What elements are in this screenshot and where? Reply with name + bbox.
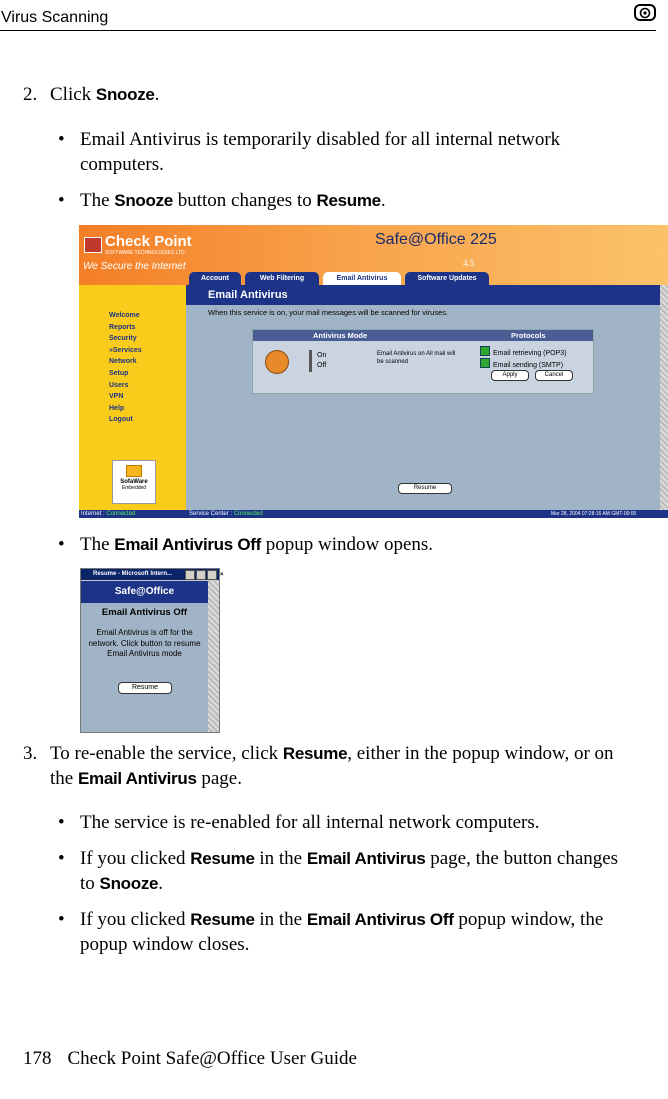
nav-network[interactable]: Network	[109, 358, 137, 366]
page-number: 178	[23, 1048, 52, 1069]
resume-label: Resume	[282, 744, 348, 763]
popup-name: Email Antivirus Off	[306, 910, 454, 929]
logo-subtext: SOFTWARE TECHNOLOGIES LTD.	[105, 250, 187, 256]
nav-setup[interactable]: Setup	[109, 369, 129, 377]
nav-help[interactable]: Help	[109, 404, 125, 412]
bullet-icon: •	[58, 909, 65, 930]
step-text: , either in the popup window, or on the	[50, 743, 614, 789]
tab-account[interactable]: Account	[189, 272, 241, 285]
bullet-text: The	[80, 534, 115, 555]
resume-label: Resume	[316, 191, 381, 210]
mode-message: Email Antivirus on All mail will be scanned	[377, 351, 456, 365]
page-description: When this service is on, your mail messages will be scanned for viruses.	[208, 308, 449, 317]
bullet-text: popup window opens.	[261, 534, 434, 555]
bullet-text: If you clicked	[80, 909, 191, 930]
status-date: Mar 28, 2004 07:28:16 AM GMT-00:00	[551, 511, 637, 517]
service-status	[189, 510, 263, 518]
checkbox-icon[interactable]	[480, 346, 490, 356]
product-name: Safe@Office 225	[375, 231, 497, 248]
popup-scrollbar[interactable]	[208, 581, 219, 732]
close-icon[interactable]: ×	[207, 570, 217, 580]
nav-vpn[interactable]: VPN	[109, 393, 124, 401]
sofaware-icon	[126, 465, 142, 477]
antivirus-icon	[265, 350, 289, 374]
version: 4.5	[463, 258, 475, 268]
nav-services[interactable]: »Services	[109, 346, 142, 354]
step-text: page.	[196, 768, 242, 789]
page-name: Email Antivirus	[306, 849, 426, 868]
minimize-icon[interactable]	[185, 570, 195, 580]
bullet-text: in the	[254, 909, 307, 930]
app-banner	[79, 225, 668, 285]
nav-users[interactable]: Users	[109, 381, 129, 389]
smtp-label: Email sending (SMTP)	[493, 362, 564, 369]
bullet-text: button changes to	[172, 190, 317, 211]
pop3-label: Email retrieving (POP3)	[493, 350, 567, 357]
mode-slider[interactable]	[309, 350, 312, 372]
smtp-checkbox[interactable]	[480, 358, 563, 369]
service-label: Service Center :	[189, 511, 234, 517]
tab-web-filtering[interactable]: Web Filtering	[245, 272, 319, 285]
page-header	[0, 0, 656, 31]
step-text: Click	[50, 84, 96, 105]
bullet-text: The	[80, 190, 115, 211]
snooze-label: Snooze	[95, 85, 155, 104]
bullet-icon: •	[58, 812, 65, 833]
window-controls	[172, 570, 224, 579]
page-footer	[23, 1048, 373, 1070]
bullet-text: The service is re-enabled for all internal network computers.	[80, 812, 540, 833]
status-bar	[79, 510, 668, 518]
bullet-icon: •	[58, 848, 65, 869]
popup-name: Email Antivirus Off	[114, 535, 261, 554]
bullet-text: page, the button changes to	[80, 848, 619, 894]
sidebar	[79, 285, 186, 510]
popup-resume-button[interactable]: Resume	[118, 682, 172, 694]
popup-titlebar	[81, 569, 224, 580]
step-number: 3.	[23, 743, 38, 764]
popup-body	[81, 603, 208, 732]
header-title: Virus Scanning	[1, 9, 109, 26]
step-number: 2.	[23, 84, 38, 105]
main-content	[186, 285, 660, 510]
bullet-icon: •	[58, 129, 65, 150]
punct: .	[154, 84, 160, 105]
pop3-checkbox[interactable]	[480, 346, 567, 357]
bullet-text: Email Antivirus is temporarily disabled for all internal network computers.	[80, 129, 561, 175]
sofaware-text: SofaWare	[120, 479, 148, 485]
footer-title: Check Point Safe@Office User Guide	[67, 1048, 357, 1069]
bullet-text: in the	[254, 848, 307, 869]
antivirus-panel	[252, 329, 594, 394]
mode-heading: Antivirus Mode	[313, 331, 368, 340]
maximize-icon[interactable]	[196, 570, 206, 580]
virus-scan-icon	[634, 4, 656, 21]
check-point-logo-icon	[84, 237, 102, 253]
scrollbar[interactable]	[660, 285, 668, 510]
checkbox-icon[interactable]	[480, 358, 490, 368]
cancel-button[interactable]: Cancel	[535, 370, 573, 381]
resume-label: Resume	[190, 910, 255, 929]
page-name: Email Antivirus	[77, 769, 197, 788]
snooze-label: Snooze	[114, 191, 173, 210]
bullet-icon: •	[58, 190, 65, 211]
step-text: To re-enable the service, click	[50, 743, 283, 764]
tagline: We Secure the Internet	[83, 261, 186, 272]
resume-button[interactable]: Resume	[398, 483, 452, 494]
email-antivirus-screenshot	[79, 225, 668, 518]
nav-security[interactable]: Security	[109, 335, 137, 343]
tab-software-updates[interactable]: Software Updates	[405, 272, 489, 285]
internet-label: Internet :	[81, 511, 107, 517]
logo-text: Check Point	[105, 233, 192, 250]
tab-email-antivirus[interactable]: Email Antivirus	[323, 272, 401, 285]
sofaware-subtext: Embedded	[121, 485, 147, 491]
punct: .	[380, 190, 386, 211]
sidebar-nav	[109, 310, 142, 426]
internet-value: Connected	[106, 511, 136, 517]
mode-off[interactable]: Off	[317, 362, 327, 369]
nav-logout[interactable]: Logout	[109, 416, 133, 424]
popup-screenshot	[80, 568, 224, 733]
popup-title: Resume - Microsoft Intern...	[93, 571, 173, 577]
popup-brand: Safe@Office	[81, 581, 208, 603]
popup-text: Email Antivirus is off for the network. Click button to resume Email Antivirus mode	[88, 628, 201, 658]
service-value: Connected	[233, 511, 263, 517]
bullet-icon: •	[58, 534, 65, 555]
protocols-heading: Protocols	[511, 331, 546, 340]
apply-button[interactable]: Apply	[491, 370, 529, 381]
page-title: Email Antivirus	[186, 285, 660, 305]
sofaware-logo	[112, 460, 156, 504]
mode-on[interactable]: On	[317, 352, 327, 359]
nav-welcome[interactable]: Welcome	[109, 312, 140, 319]
panel-header	[253, 330, 593, 341]
popup-heading: Email Antivirus Off	[101, 607, 188, 618]
punct: .	[158, 873, 163, 894]
nav-reports[interactable]: Reports	[109, 323, 136, 331]
bullet-text: If you clicked	[80, 848, 191, 869]
resume-label: Resume	[190, 849, 255, 868]
internet-status	[81, 510, 135, 518]
snooze-label: Snooze	[99, 874, 159, 893]
bullet-text: popup window, the popup window closes.	[80, 909, 604, 955]
